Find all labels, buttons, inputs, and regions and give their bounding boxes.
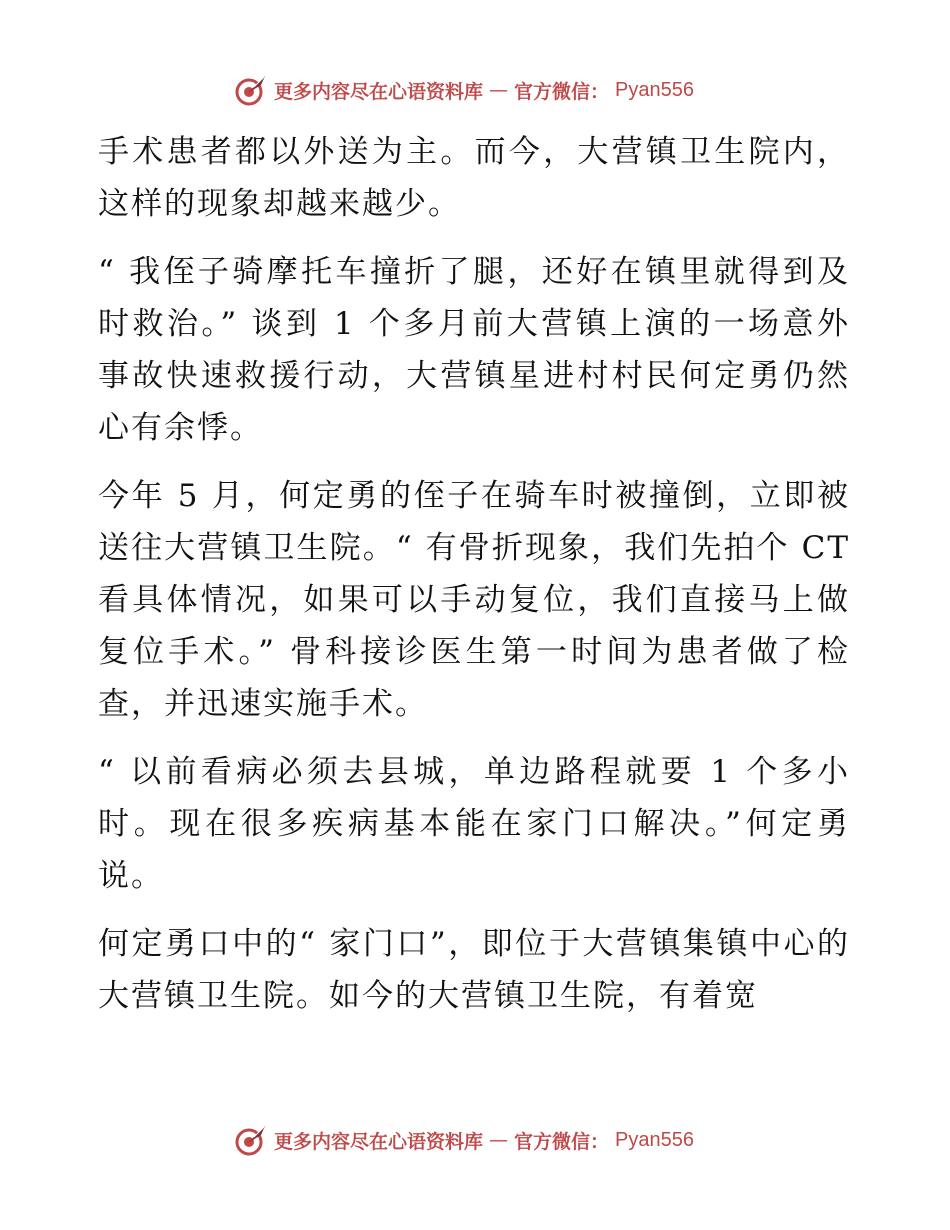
watermark-wechat-id: Pyan556 <box>615 78 694 101</box>
watermark-separator: — <box>489 1129 509 1151</box>
watermark-title: 更多内容尽在心语资料库 <box>274 1130 484 1153</box>
quill-pen-logo-icon <box>234 1123 268 1157</box>
paragraph-5: 何定勇口中的“ 家门口”，即位于大营镇集镇中心的大营镇卫生院。如今的大营镇卫生院，有着宽 <box>98 926 850 1014</box>
quill-pen-logo-icon <box>234 73 268 107</box>
header-watermark <box>234 72 694 108</box>
paragraph-1: 手术患者都以外送为主。而今，大营镇卫生院内，这样的现象却越来越少。 <box>98 134 850 222</box>
paragraph-4: “ 以前看病必须去县城，单边路程就要 1 个多小时。现在很多疾病基本能在家门口解决。”何定勇说。 <box>98 754 850 894</box>
watermark-title: 更多内容尽在心语资料库 <box>274 80 484 103</box>
watermark-label: 官方微信： <box>514 1130 610 1153</box>
paragraph-3: 今年 5 月，何定勇的侄子在骑车时被撞倒，立即被送往大营镇卫生院。“ 有骨折现象，我们先拍个 CT 看具体情况，如果可以手动复位，我们直接马上做复位手术。” 骨科接诊医生第一时间为患者做了检查，并迅速实施手术。 <box>98 478 850 722</box>
footer-watermark <box>234 1122 694 1158</box>
watermark-separator: — <box>489 79 509 101</box>
watermark-label: 官方微信： <box>514 80 610 103</box>
watermark-wechat-id: Pyan556 <box>615 1128 694 1151</box>
article-body <box>98 126 850 1038</box>
paragraph-2: “ 我侄子骑摩托车撞折了腿，还好在镇里就得到及时救治。” 谈到 1 个多月前大营镇上演的一场意外事故快速救援行动，大营镇星进村村民何定勇仍然心有余悸。 <box>98 254 850 446</box>
